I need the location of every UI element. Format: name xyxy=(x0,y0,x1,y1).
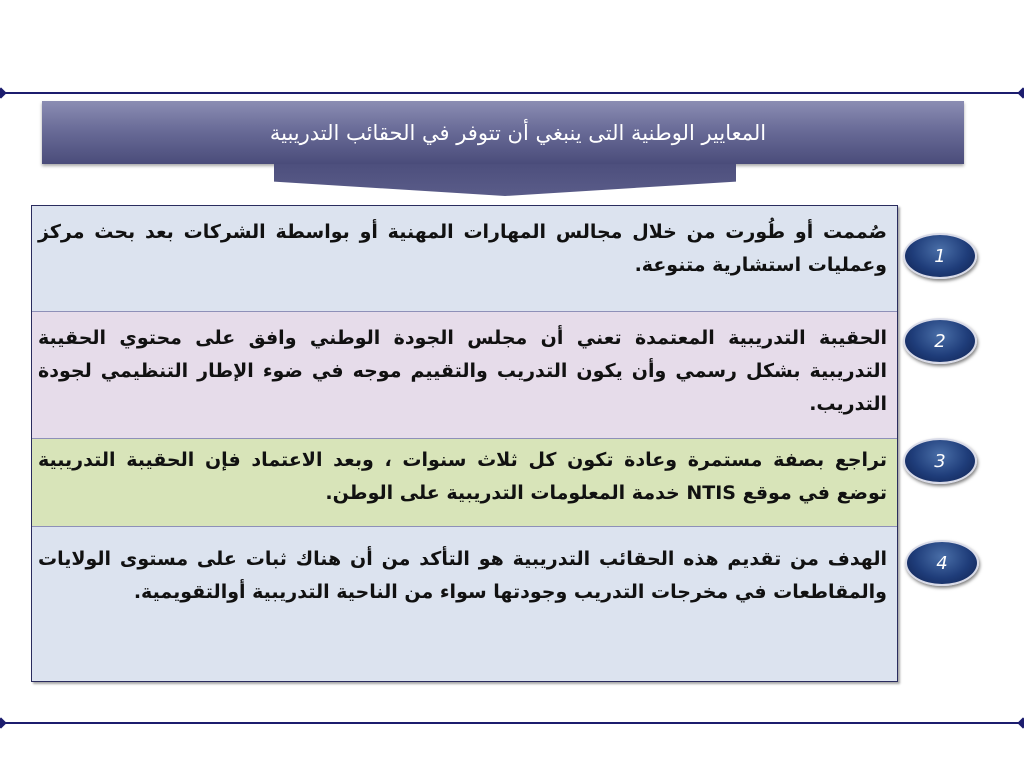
divider-end-diamond xyxy=(0,87,7,98)
title-banner xyxy=(42,101,964,164)
number-badge-4: 4 xyxy=(905,540,979,586)
divider-end-diamond xyxy=(0,717,7,728)
number-badge-1: 1 xyxy=(903,233,977,279)
number-badge-3: 3 xyxy=(903,438,977,484)
criterion-text: تراجع بصفة مستمرة وعادة تكون كل ثلاث سنوات ، وبعد الاعتماد فإن الحقيبة التدريبية توضع في موقع NTIS خدمة المعلومات التدريبية على الوطن. xyxy=(38,449,887,504)
number-badge-2: 2 xyxy=(903,318,977,364)
criterion-text: الهدف من تقديم هذه الحقائب التدريبية هو التأكد من أن هناك ثبات على مستوى الولايات والمقاطعات في مخرجات التدريب وجودتها سواء من الناحية التدريبية أوالتقويمية. xyxy=(38,548,887,603)
divider-end-diamond xyxy=(1017,717,1024,728)
criterion-box-4 xyxy=(32,527,897,681)
divider-end-diamond xyxy=(1017,87,1024,98)
criterion-box-3 xyxy=(32,439,897,527)
top-divider-line xyxy=(0,92,1024,94)
criterion-text: صُممت أو طُورت من خلال مجالس المهارات المهنية أو بواسطة الشركات بعد بحث مركز وعمليات استشارية متنوعة. xyxy=(38,221,887,276)
criterion-box-1 xyxy=(32,206,897,312)
slide-title: المعايير الوطنية التى ينبغي أن تتوفر في الحقائب التدريبية xyxy=(269,120,767,145)
criterion-text: الحقيبة التدريبية المعتمدة تعني أن مجلس الجودة الوطني وافق على محتوي الحقيبة التدريبية بشكل رسمي وأن يكون التدريب والتقييم موجه في ضوء الإطار التنظيمي لجودة التدريب. xyxy=(38,327,887,415)
criteria-list xyxy=(31,205,898,682)
bottom-divider-line xyxy=(0,722,1024,724)
title-banner-tab xyxy=(274,164,736,196)
criterion-box-2 xyxy=(32,312,897,439)
